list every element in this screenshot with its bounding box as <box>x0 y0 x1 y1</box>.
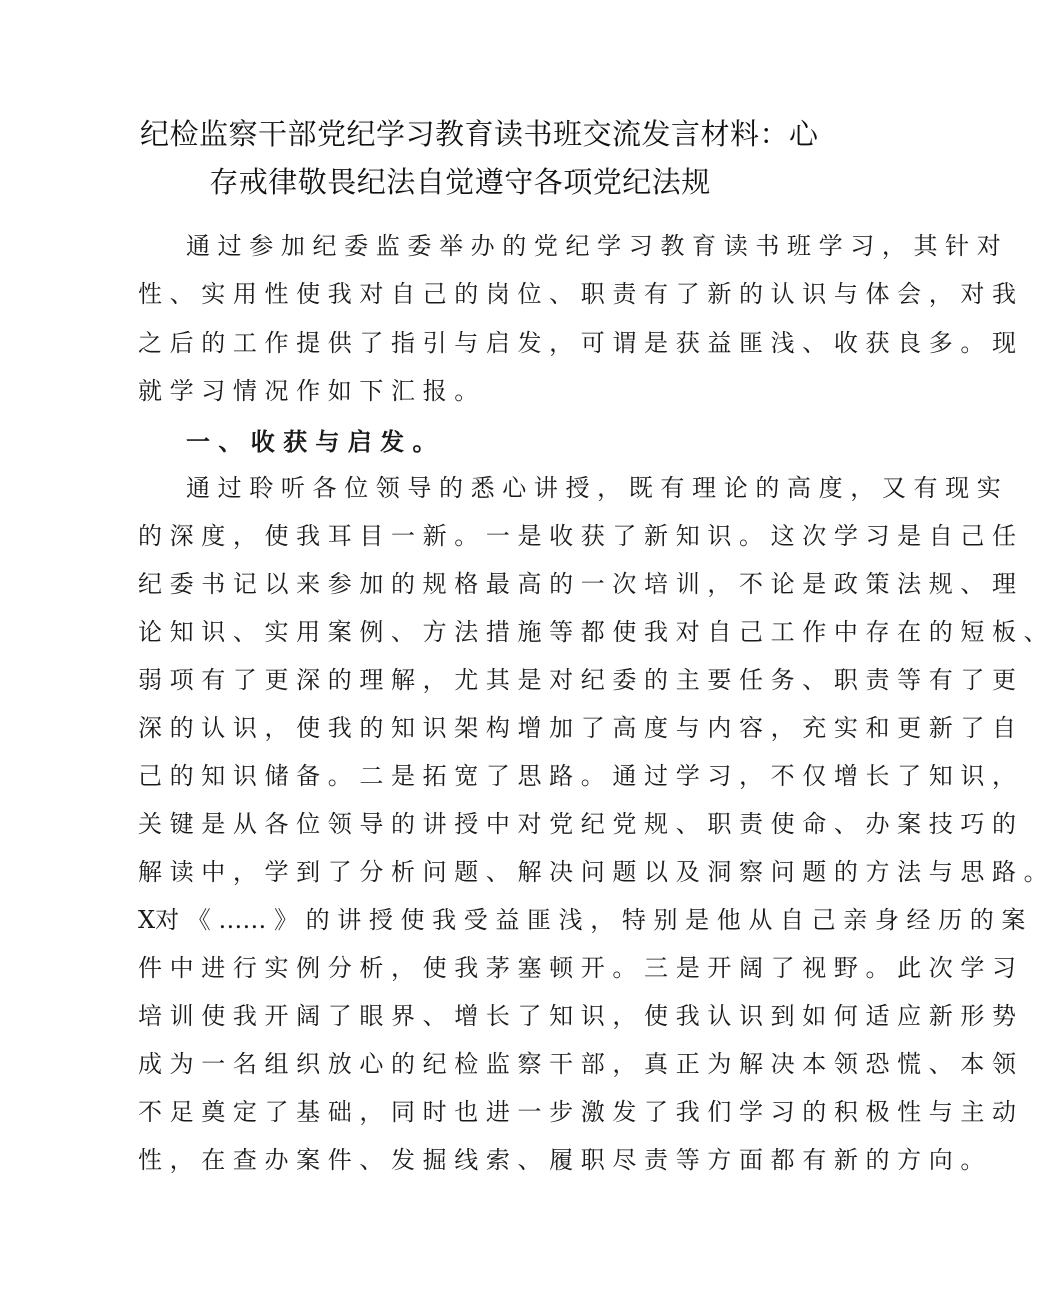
body-line: 论 知 识 、 实 用 案 例 、 方 法 措 施 等 都 使 我 对 自 己 工 作 中 存 在 的 短 板 、 <box>138 618 1048 646</box>
document-title-line-2: 存戒律敬畏纪法自觉遵守各项党纪法规 <box>209 165 711 199</box>
body-line: 性 ， 在 查 办 案 件 、 发 掘 线 索 、 履 职 尽 责 等 方 面 都 有 新 的 方 向 。 <box>138 1146 985 1174</box>
intro-line: 就 学 习 情 况 作 如 下 汇 报 。 <box>138 377 479 405</box>
body-line: 纪 委 书 记 以 来 参 加 的 规 格 最 高 的 一 次 培 训 ， 不 论 是 政 策 法 规 、 理 <box>138 570 1016 598</box>
section-heading: 一 、 收 获 与 启 发 。 <box>186 428 437 456</box>
intro-line: 性 、 实 用 性 使 我 对 自 己 的 岗 位 、 职 责 有 了 新 的 认 识 与 体 会 ， 对 我 <box>138 280 1016 308</box>
body-line: 的 深 度 ， 使 我 耳 目 一 新 。 一 是 收 获 了 新 知 识 。 这 次 学 习 是 自 己 任 <box>138 522 1016 550</box>
body-line: 关 键 是 从 各 位 领 导 的 讲 授 中 对 党 纪 党 规 、 职 责 使 命 、 办 案 技 巧 的 <box>138 810 1016 838</box>
intro-line: 通 过 参 加 纪 委 监 委 举 办 的 党 纪 学 习 教 育 读 书 班 学 习 ， 其 针 对 <box>186 232 1001 260</box>
body-line: 己 的 知 识 储 备 。 二 是 拓 宽 了 思 路 。 通 过 学 习 ， 不 仅 增 长 了 知 识 ， <box>138 762 1016 790</box>
body-line: 培 训 使 我 开 阔 了 眼 界 、 增 长 了 知 识 ， 使 我 认 识 到 如 何 适 应 新 形 势 <box>138 1002 1016 1030</box>
body-line: 弱 项 有 了 更 深 的 理 解 ， 尤 其 是 对 纪 委 的 主 要 任 务 、 职 责 等 有 了 更 <box>138 666 1016 694</box>
body-line: 解 读 中 ， 学 到 了 分 析 问 题 、 解 决 问 题 以 及 洞 察 问 题 的 方 法 与 思 路 。 <box>138 858 1048 886</box>
body-line: 件 中 进 行 实 例 分 析 ， 使 我 茅 塞 顿 开 。 三 是 开 阔 了 视 野 。 此 次 学 习 <box>138 954 1016 982</box>
body-line: 深 的 认 识 ， 使 我 的 知 识 架 构 增 加 了 高 度 与 内 容 ， 充 实 和 更 新 了 自 <box>138 714 1016 742</box>
document-title-line-1: 纪检监察干部党纪学习教育读书班交流发言材料：心 <box>140 117 819 151</box>
intro-line: 之 后 的 工 作 提 供 了 指 引 与 启 发 ， 可 谓 是 获 益 匪 浅 、 收 获 良 多 。 现 <box>138 329 1016 357</box>
body-line: X对 《 …… 》 的 讲 授 使 我 受 益 匪 浅 ， 特 别 是 他 从 自 己 亲 身 经 历 的 案 <box>138 906 1026 934</box>
body-line: 通 过 聆 听 各 位 领 导 的 悉 心 讲 授 ， 既 有 理 论 的 高 度 ， 又 有 现 实 <box>186 474 1001 502</box>
body-line: 成 为 一 名 组 织 放 心 的 纪 检 监 察 干 部 ， 真 正 为 解 决 本 领 恐 慌 、 本 领 <box>138 1050 1016 1078</box>
body-line: 不 足 奠 定 了 基 础 ， 同 时 也 进 一 步 激 发 了 我 们 学 习 的 积 极 性 与 主 动 <box>138 1098 1016 1126</box>
